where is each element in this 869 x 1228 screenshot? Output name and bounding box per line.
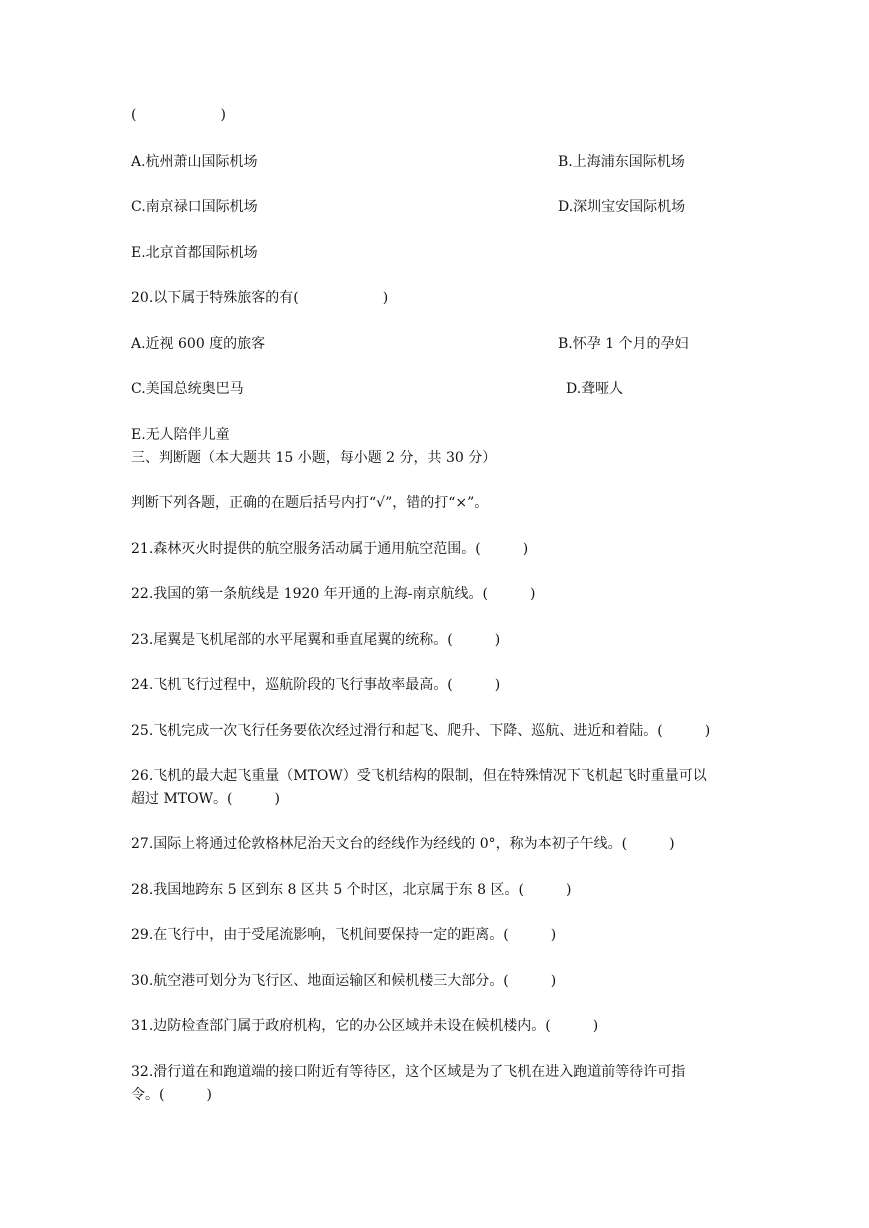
question-30: 30.航空港可划分为飞行区、地面运输区和候机楼三大部分。( ) — [131, 973, 557, 989]
question-24: 24.飞机飞行过程中，巡航阶段的飞行事故率最高。( ) — [131, 677, 501, 693]
question-29: 29.在飞行中，由于受尾流影响，飞机间要保持一定的距离。( ) — [131, 927, 557, 943]
q20-option-a: A.近视 600 度的旅客 — [131, 336, 266, 352]
q19-option-d: D.深圳宝安国际机场 — [558, 199, 686, 215]
q20-option-c: C.美国总统奥巴马 — [131, 381, 244, 397]
q20-stem: 20.以下属于特殊旅客的有( ) — [131, 290, 389, 306]
question-26-line1: 26.飞机的最大起飞重量（MTOW）受飞机结构的限制，但在特殊情况下飞机起飞时重量可以 — [131, 768, 707, 784]
question-32-line1: 32.滑行道在和跑道端的接口附近有等待区，这个区域是为了飞机在进入跑道前等待许可指 — [131, 1064, 686, 1080]
question-25: 25.飞机完成一次飞行任务要依次经过滑行和起飞、爬升、下降、巡航、进近和着陆。( ) — [131, 723, 711, 739]
section-3-instruction: 判断下列各题，正确的在题后括号内打“√”，错的打“×”。 — [131, 495, 489, 511]
q20-option-e: E.无人陪伴儿童 — [131, 427, 230, 443]
q19-blank: ( ) — [131, 107, 226, 123]
question-31: 31.边防检查部门属于政府机构，它的办公区域并未设在候机楼内。( ) — [131, 1018, 599, 1034]
q19-option-a: A.杭州萧山国际机场 — [131, 154, 258, 170]
q19-option-b: B.上海浦东国际机场 — [558, 154, 685, 170]
question-26-line2: 超过 MTOW。( ) — [131, 791, 280, 807]
q19-option-e: E.北京首都国际机场 — [131, 245, 258, 261]
question-28: 28.我国地跨东 5 区到东 8 区共 5 个时区，北京属于东 8 区。( ) — [131, 882, 572, 898]
q19-option-c: C.南京禄口国际机场 — [131, 199, 258, 215]
question-27: 27.国际上将通过伦敦格林尼治天文台的经线作为经线的 0°，称为本初子午线。( ) — [131, 836, 675, 852]
q20-option-b: B.怀孕 1 个月的孕妇 — [558, 336, 689, 352]
section-3-title: 三、判断题（本大题共 15 小题，每小题 2 分，共 30 分） — [131, 450, 497, 466]
question-21: 21.森林灭火时提供的航空服务活动属于通用航空范围。( ) — [131, 541, 529, 557]
question-22: 22.我国的第一条航线是 1920 年开通的上海-南京航线。( ) — [131, 586, 536, 602]
question-32-line2: 令。( ) — [131, 1087, 212, 1103]
question-23: 23.尾翼是飞机尾部的水平尾翼和垂直尾翼的统称。( ) — [131, 632, 501, 648]
q20-option-d: D.聋哑人 — [566, 381, 624, 397]
